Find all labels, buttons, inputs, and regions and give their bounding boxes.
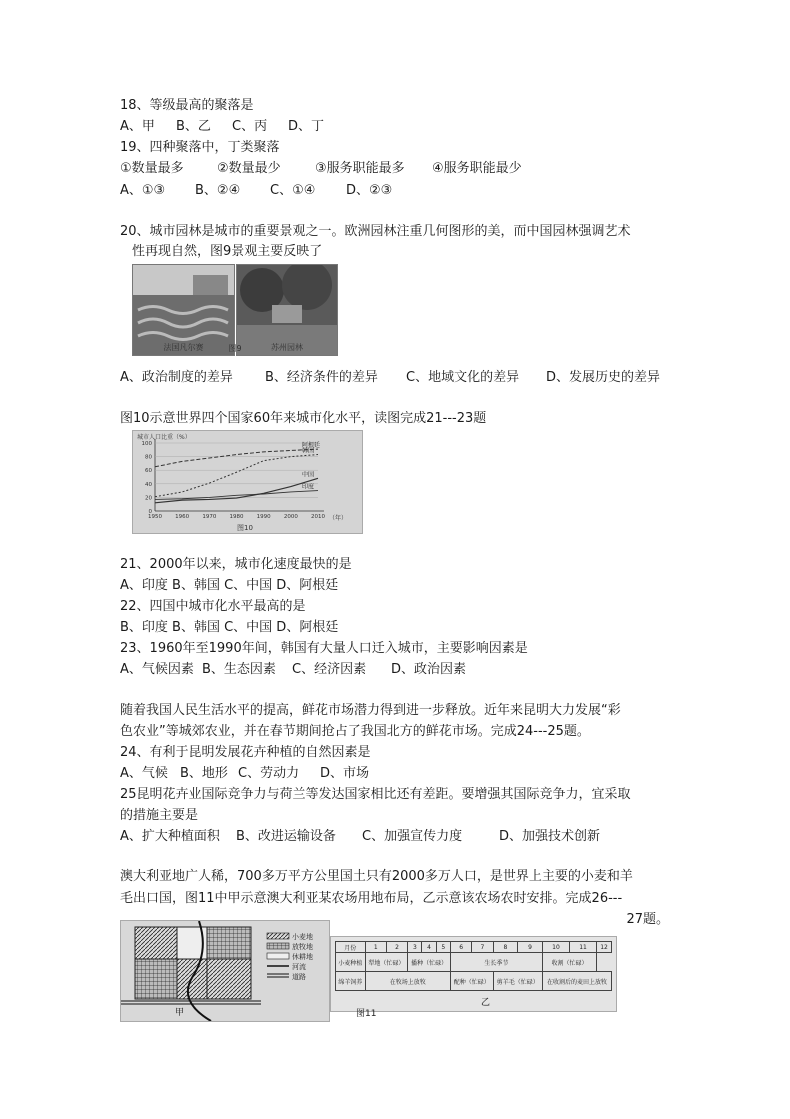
chart-series-line-2 (155, 455, 318, 497)
intro-21-23: 图10示意世界四个国家60年来城市化水平，读图完成21---23题 (120, 411, 487, 426)
figure10-chart (132, 430, 363, 534)
figure11-yi-panel (330, 936, 617, 1012)
month-cell: 12 (597, 942, 612, 953)
chart-x-tick-label: 1970 (202, 514, 217, 520)
chart-y-tick-label: 20 (145, 495, 152, 502)
q22-options[interactable]: B、印度 B、韩国 C、中国 D、阿根廷 (120, 620, 339, 635)
q19-option-d[interactable]: D、②③ (346, 183, 393, 198)
q20-stem-line2: 性再现自然，图9景观主要反映了 (132, 244, 323, 259)
legend-fallow: 休耕地 (292, 953, 313, 961)
q18-option-a[interactable]: A、甲 (120, 119, 155, 134)
q22-stem: 22、四国中城市化水平最高的是 (120, 599, 306, 614)
q19-statement-2: ②数量最少 (217, 161, 281, 176)
figure9-photo-left (132, 264, 235, 356)
q18-options (120, 119, 324, 135)
q24-option-b[interactable]: B、地形 (180, 766, 228, 781)
calendar-wheat-row (336, 953, 612, 972)
calendar-sheep-row (336, 972, 612, 991)
month-cell: 8 (493, 942, 518, 953)
q24-stem: 24、有利于昆明发展花卉种植的自然因素是 (120, 745, 371, 760)
intro-24-25-line2: 色农业”等城郊农业，并在春节期间抢占了我国北方的鲜花市场。完成24---25题。 (120, 724, 590, 739)
q20-option-a[interactable]: A、政治制度的差异 (120, 370, 233, 385)
q23-options (120, 662, 466, 678)
figure11-jia-panel (120, 920, 330, 1022)
q23-option-a[interactable]: A、气候因素 (120, 662, 194, 677)
q21-stem: 21、2000年以来，城市化速度最快的是 (120, 557, 352, 572)
month-cell: 9 (518, 942, 543, 953)
chart-y-tick-label: 100 (141, 441, 152, 447)
figure9-caption: 图9 (228, 344, 242, 353)
chart-series-label-4: 印度 (302, 483, 315, 491)
q21-options[interactable]: A、印度 B、韩国 C、中国 D、阿根廷 (120, 578, 339, 593)
q20-option-d[interactable]: D、发展历史的差异 (546, 370, 661, 385)
photo-left-label: 法国凡尔赛 (163, 343, 204, 352)
month-cell: 2 (386, 942, 407, 953)
intro-24-25-line1: 随着我国人民生活水平的提高，鲜花市场潜力得到进一步释放。近年来昆明大力发展“彩 (120, 703, 621, 718)
chart-y-tick-label: 60 (145, 468, 152, 475)
q20-options (120, 370, 660, 386)
chart-xlabel: （年） (329, 515, 348, 522)
month-cell: 5 (436, 942, 450, 953)
chart-series-label-3: 中国 (302, 471, 315, 479)
q24-option-d[interactable]: D、市场 (320, 766, 370, 781)
q25-option-d[interactable]: D、加强技术创新 (499, 829, 601, 844)
chart-series-line-1 (155, 449, 318, 467)
sheep-breed-cell: 配种（忙碌） (450, 972, 493, 991)
intro-26-27-line2: 毛出口国，图11中甲示意澳大利亚某农场用地布局，乙示意该农场农时安排。完成26--- (120, 891, 623, 906)
month-cell: 4 (422, 942, 436, 953)
calendar-month-row (336, 942, 612, 953)
month-cell: 1 (365, 942, 386, 953)
q19-option-c[interactable]: C、①④ (270, 183, 316, 198)
intro-26-27-line1: 澳大利亚地广人稀，700多万平方公里国土只有2000多万人口，是世界上主要的小麦和羊 (120, 869, 633, 884)
chart-series-label-2: 韩国 (302, 447, 315, 455)
chart-series-label-1: 阿根廷 (302, 442, 321, 450)
q23-option-d[interactable]: D、政治因素 (391, 662, 467, 677)
chart-x-tick-label: 1980 (229, 514, 244, 520)
wheat-harvest-cell: 收割（忙碌） (542, 953, 596, 972)
q19-statement-1: ①数量最多 (120, 161, 184, 176)
q25-stem-line1: 25昆明花卉业国际竞争力与荷兰等发达国家相比还有差距。要增强其国际竞争力，宜采取 (120, 787, 631, 802)
figure11-caption: 图11 (356, 1009, 377, 1019)
q18-stem: 18、等级最高的聚落是 (120, 98, 254, 113)
sheep-shear-cell: 剪羊毛（忙碌） (493, 972, 542, 991)
chart-y-tick-label: 0 (148, 509, 152, 515)
q24-option-a[interactable]: A、气候 (120, 766, 168, 781)
chart-ylabel: 城市人口比重（%） (137, 434, 191, 441)
q25-option-b[interactable]: B、改进运输设备 (236, 829, 336, 844)
q24-option-c[interactable]: C、劳动力 (238, 766, 300, 781)
month-cell: 6 (450, 942, 471, 953)
chart-x-tick-label: 1990 (256, 514, 271, 520)
chart-y-tick-label: 40 (145, 481, 152, 488)
q18-option-b[interactable]: B、乙 (176, 119, 211, 134)
legend-river: 河流 (292, 963, 306, 971)
q20-option-b[interactable]: B、经济条件的差异 (265, 370, 378, 385)
month-cell: 11 (569, 942, 596, 953)
legend-grazing: 放牧地 (292, 943, 313, 951)
photo-right-label: 苏州园林 (271, 343, 303, 352)
chart-x-tick-label: 1960 (175, 514, 190, 520)
sheep-row-label: 绵羊饲养 (336, 972, 366, 991)
figure11-yi-label: 乙 (481, 998, 491, 1008)
q23-stem: 23、1960年至1990年间，韩国有大量人口迁入城市，主要影响因素是 (120, 641, 528, 656)
q19-options (120, 183, 392, 199)
q19-statement-3: ③服务职能最多 (315, 161, 405, 176)
chart-x-tick-label: 1950 (148, 514, 162, 520)
urbanization-line-chart (133, 431, 362, 533)
q19-statements (120, 161, 522, 177)
wheat-grow-cell: 生长季节 (450, 953, 542, 972)
figure11-jia-label: 甲 (175, 1008, 185, 1018)
q19-option-a[interactable]: A、①③ (120, 183, 166, 198)
chart-y-tick-label: 80 (145, 454, 152, 461)
q25-options (120, 829, 600, 845)
legend-road: 道路 (292, 973, 306, 981)
q19-stem: 19、四种聚落中，丁类聚落 (120, 140, 280, 155)
chart-x-tick-label: 2000 (283, 514, 298, 520)
month-cell: 10 (542, 942, 569, 953)
q25-option-a[interactable]: A、扩大种植面积 (120, 829, 220, 844)
q23-option-b[interactable]: B、生态因素 (202, 662, 276, 677)
legend-wheat: 小麦地 (292, 933, 313, 941)
sheep-stubble-cell: 在收割后的麦田上放牧 (542, 972, 611, 991)
q19-statement-4: ④服务职能最少 (432, 161, 522, 176)
q25-option-c[interactable]: C、加强宣传力度 (362, 829, 463, 844)
q18-option-c[interactable]: C、丙 (232, 119, 268, 134)
q18-option-d[interactable]: D、丁 (288, 119, 325, 134)
figure9-photo-right (236, 264, 338, 356)
q23-option-c[interactable]: C、经济因素 (292, 662, 367, 677)
q25-stem-line2: 的措施主要是 (120, 808, 199, 823)
farm-calendar-table (335, 941, 612, 991)
farm-layout-map (121, 921, 329, 1021)
wheat-row-label: 小麦种植 (336, 953, 366, 972)
calendar-month-header: 月份 (336, 942, 366, 953)
q20-option-c[interactable]: C、地域文化的差异 (406, 370, 520, 385)
month-cell: 3 (408, 942, 422, 953)
chart-caption: 图10 (237, 524, 253, 532)
month-cell: 7 (472, 942, 493, 953)
sheep-graze-cell: 在牧场上放牧 (365, 972, 450, 991)
q24-options (120, 766, 369, 782)
q20-stem-line1: 20、城市园林是城市的重要景观之一。欧洲园林注重几何图形的美，而中国园林强调艺术 (120, 224, 631, 239)
q19-option-b[interactable]: B、②④ (195, 183, 241, 198)
wheat-plough-cell: 犁地（忙碌） (365, 953, 408, 972)
wheat-sow-cell: 播种（忙碌） (408, 953, 451, 972)
intro-26-27-line3: 27题。 (626, 912, 669, 927)
chart-x-tick-label: 2010 (311, 514, 325, 520)
